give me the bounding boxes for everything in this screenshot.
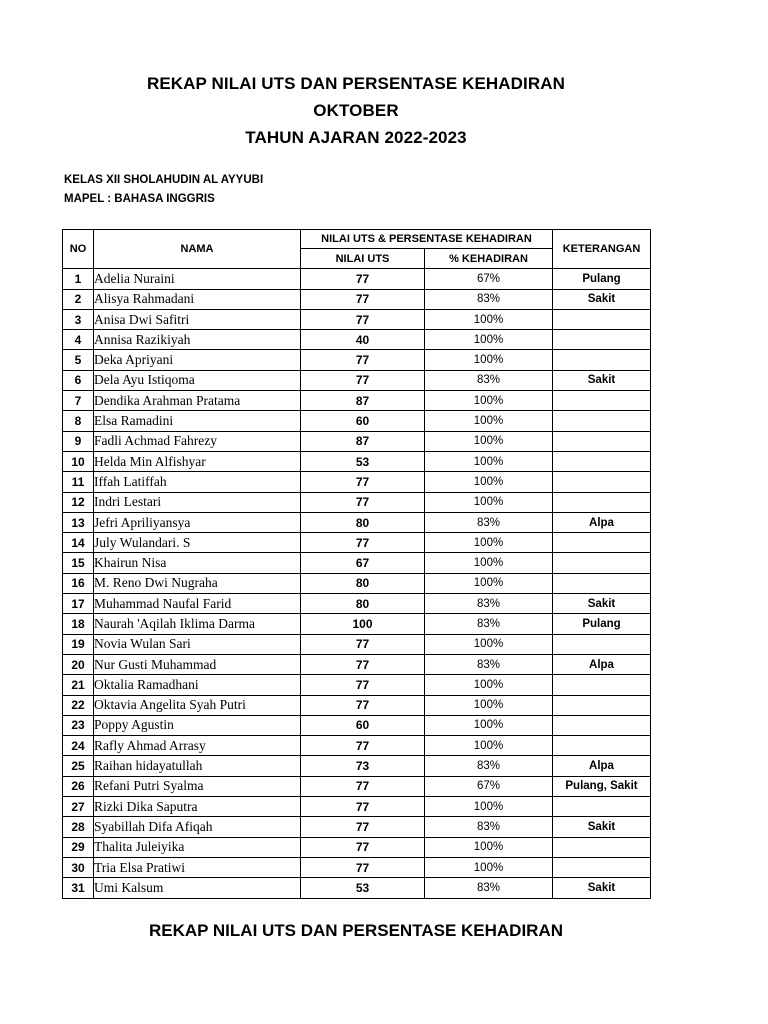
cell-nama: Adelia Nuraini: [94, 269, 301, 289]
cell-kehadiran: 100%: [425, 553, 553, 573]
table-row: [63, 675, 651, 695]
cell-nilai-uts: 77: [301, 654, 425, 674]
cell-no: 20: [63, 654, 94, 674]
cell-nilai-uts: 77: [301, 695, 425, 715]
cell-keterangan: [553, 573, 651, 593]
cell-keterangan: [553, 411, 651, 431]
footer-title: REKAP NILAI UTS DAN PERSENTASE KEHADIRAN: [148, 921, 564, 940]
cell-nama: Umi Kalsum: [94, 878, 301, 898]
cell-nama: Poppy Agustin: [94, 715, 301, 735]
cell-kehadiran: 100%: [425, 857, 553, 877]
cell-no: 17: [63, 594, 94, 614]
cell-keterangan: [553, 431, 651, 451]
cell-keterangan: [553, 797, 651, 817]
cell-no: 16: [63, 573, 94, 593]
cell-kehadiran: 100%: [425, 472, 553, 492]
table-row: [63, 634, 651, 654]
cell-nilai-uts: 40: [301, 330, 425, 350]
cell-no: 5: [63, 350, 94, 370]
table-row: [63, 289, 651, 309]
cell-kehadiran: 100%: [425, 533, 553, 553]
cell-kehadiran: 100%: [425, 695, 553, 715]
cell-nilai-uts: 77: [301, 472, 425, 492]
cell-nama: Refani Putri Syalma: [94, 776, 301, 796]
grades-attendance-table: [62, 229, 651, 899]
cell-keterangan: [553, 350, 651, 370]
cell-kehadiran: 100%: [425, 451, 553, 471]
cell-nama: Elsa Ramadini: [94, 411, 301, 431]
cell-kehadiran: 100%: [425, 675, 553, 695]
cell-nama: Rafly Ahmad Arrasy: [94, 736, 301, 756]
cell-nilai-uts: 87: [301, 391, 425, 411]
cell-no: 8: [63, 411, 94, 431]
cell-nama: Helda Min Alfishyar: [94, 451, 301, 471]
cell-nilai-uts: 77: [301, 492, 425, 512]
cell-kehadiran: 83%: [425, 878, 553, 898]
table-row: [63, 512, 651, 532]
cell-keterangan: Alpa: [553, 512, 651, 532]
cell-nilai-uts: 60: [301, 411, 425, 431]
cell-no: 19: [63, 634, 94, 654]
cell-no: 10: [63, 451, 94, 471]
cell-nilai-uts: 53: [301, 878, 425, 898]
cell-keterangan: [553, 837, 651, 857]
cell-kehadiran: 67%: [425, 269, 553, 289]
cell-keterangan: [553, 715, 651, 735]
header-group: NILAI UTS & PERSENTASE KEHADIRAN: [301, 230, 553, 249]
cell-nama: Naurah 'Aqilah Iklima Darma: [94, 614, 301, 634]
table-row: [63, 797, 651, 817]
cell-no: 7: [63, 391, 94, 411]
table-row: [63, 533, 651, 553]
cell-keterangan: Sakit: [553, 878, 651, 898]
cell-nama: Deka Apriyani: [94, 350, 301, 370]
cell-keterangan: [553, 634, 651, 654]
cell-nilai-uts: 53: [301, 451, 425, 471]
cell-nama: Raihan hidayatullah: [94, 756, 301, 776]
cell-nilai-uts: 77: [301, 857, 425, 877]
cell-no: 28: [63, 817, 94, 837]
cell-keterangan: [553, 695, 651, 715]
table-row: [63, 269, 651, 289]
cell-keterangan: Alpa: [553, 756, 651, 776]
cell-nilai-uts: 77: [301, 350, 425, 370]
cell-nama: Nur Gusti Muhammad: [94, 654, 301, 674]
cell-nama: Annisa Razikiyah: [94, 330, 301, 350]
cell-keterangan: [553, 391, 651, 411]
cell-nilai-uts: 77: [301, 675, 425, 695]
cell-keterangan: [553, 553, 651, 573]
table-row: [63, 330, 651, 350]
cell-no: 26: [63, 776, 94, 796]
table-row: [63, 837, 651, 857]
cell-kehadiran: 100%: [425, 797, 553, 817]
cell-no: 24: [63, 736, 94, 756]
cell-keterangan: [553, 675, 651, 695]
cell-nilai-uts: 77: [301, 837, 425, 857]
cell-nama: Fadli Achmad Fahrezy: [94, 431, 301, 451]
cell-nama: Novia Wulan Sari: [94, 634, 301, 654]
cell-nama: Dendika Arahman Pratama: [94, 391, 301, 411]
table-row: [63, 594, 651, 614]
cell-kehadiran: 83%: [425, 594, 553, 614]
header-keterangan: KETERANGAN: [553, 230, 651, 269]
cell-nilai-uts: 60: [301, 715, 425, 735]
cell-nilai-uts: 77: [301, 634, 425, 654]
cell-kehadiran: 100%: [425, 837, 553, 857]
cell-keterangan: [553, 472, 651, 492]
cell-no: 12: [63, 492, 94, 512]
cell-nilai-uts: 80: [301, 594, 425, 614]
cell-nilai-uts: 77: [301, 533, 425, 553]
cell-no: 13: [63, 512, 94, 532]
cell-no: 3: [63, 309, 94, 329]
cell-nama: Iffah Latiffah: [94, 472, 301, 492]
table-row: [63, 776, 651, 796]
cell-kehadiran: 67%: [425, 776, 553, 796]
cell-nama: Jefri Apriliyansya: [94, 512, 301, 532]
table-row: [63, 391, 651, 411]
table-row: [63, 817, 651, 837]
cell-no: 31: [63, 878, 94, 898]
cell-keterangan: Sakit: [553, 370, 651, 390]
table-row: [63, 370, 651, 390]
cell-keterangan: Pulang: [553, 614, 651, 634]
cell-no: 2: [63, 289, 94, 309]
cell-keterangan: [553, 451, 651, 471]
cell-kehadiran: 100%: [425, 634, 553, 654]
cell-no: 11: [63, 472, 94, 492]
cell-nama: Syabillah Difa Afiqah: [94, 817, 301, 837]
cell-kehadiran: 100%: [425, 715, 553, 735]
cell-nama: Oktavia Angelita Syah Putri: [94, 695, 301, 715]
table-row: [63, 654, 651, 674]
cell-no: 9: [63, 431, 94, 451]
cell-kehadiran: 100%: [425, 309, 553, 329]
cell-keterangan: [553, 492, 651, 512]
cell-kehadiran: 100%: [425, 350, 553, 370]
cell-nama: M. Reno Dwi Nugraha: [94, 573, 301, 593]
cell-no: 1: [63, 269, 94, 289]
header-nama: NAMA: [94, 230, 301, 269]
cell-nilai-uts: 77: [301, 776, 425, 796]
header-kehadiran: % KEHADIRAN: [425, 249, 553, 269]
cell-nama: Alisya Rahmadani: [94, 289, 301, 309]
class-label: KELAS XII SHOLAHUDIN AL AYYUBI: [64, 174, 264, 186]
cell-keterangan: [553, 736, 651, 756]
table-row: [63, 715, 651, 735]
cell-no: 25: [63, 756, 94, 776]
table-row: [63, 309, 651, 329]
cell-nama: Anisa Dwi Safitri: [94, 309, 301, 329]
cell-kehadiran: 83%: [425, 289, 553, 309]
cell-kehadiran: 83%: [425, 614, 553, 634]
cell-nilai-uts: 77: [301, 736, 425, 756]
table-row: [63, 695, 651, 715]
cell-no: 29: [63, 837, 94, 857]
cell-nilai-uts: 100: [301, 614, 425, 634]
cell-kehadiran: 100%: [425, 411, 553, 431]
cell-nilai-uts: 77: [301, 309, 425, 329]
cell-kehadiran: 100%: [425, 391, 553, 411]
table-row: [63, 451, 651, 471]
cell-keterangan: Sakit: [553, 817, 651, 837]
cell-kehadiran: 100%: [425, 431, 553, 451]
header-nilai-uts: NILAI UTS: [301, 249, 425, 269]
cell-kehadiran: 100%: [425, 736, 553, 756]
table-row: [63, 878, 651, 898]
table-row: [63, 573, 651, 593]
cell-keterangan: [553, 533, 651, 553]
document-title-month: OKTOBER: [313, 101, 399, 120]
table-row: [63, 553, 651, 573]
cell-kehadiran: 100%: [425, 330, 553, 350]
cell-nilai-uts: 77: [301, 370, 425, 390]
document-title: REKAP NILAI UTS DAN PERSENTASE KEHADIRAN: [146, 74, 566, 93]
cell-keterangan: Alpa: [553, 654, 651, 674]
cell-nama: Oktalia Ramadhani: [94, 675, 301, 695]
cell-kehadiran: 83%: [425, 756, 553, 776]
cell-keterangan: Sakit: [553, 289, 651, 309]
cell-nama: Muhammad Naufal Farid: [94, 594, 301, 614]
cell-nama: July Wulandari. S: [94, 533, 301, 553]
cell-kehadiran: 83%: [425, 654, 553, 674]
table-row: [63, 756, 651, 776]
table-row: [63, 857, 651, 877]
cell-keterangan: [553, 330, 651, 350]
table-row: [63, 350, 651, 370]
cell-kehadiran: 100%: [425, 573, 553, 593]
table-row: [63, 431, 651, 451]
table-row: [63, 472, 651, 492]
table-row: [63, 492, 651, 512]
table-row: [63, 736, 651, 756]
cell-no: 30: [63, 857, 94, 877]
cell-nama: Dela Ayu Istiqoma: [94, 370, 301, 390]
cell-no: 21: [63, 675, 94, 695]
header-no: NO: [63, 230, 94, 269]
cell-keterangan: Pulang, Sakit: [553, 776, 651, 796]
cell-nilai-uts: 80: [301, 573, 425, 593]
subject-label: MAPEL : BAHASA INGGRIS: [64, 193, 215, 205]
cell-keterangan: [553, 309, 651, 329]
cell-kehadiran: 83%: [425, 370, 553, 390]
cell-no: 18: [63, 614, 94, 634]
cell-nilai-uts: 87: [301, 431, 425, 451]
cell-no: 22: [63, 695, 94, 715]
cell-no: 27: [63, 797, 94, 817]
cell-nilai-uts: 77: [301, 289, 425, 309]
cell-nilai-uts: 77: [301, 797, 425, 817]
cell-nama: Thalita Juleiyika: [94, 837, 301, 857]
cell-nilai-uts: 80: [301, 512, 425, 532]
table-row: [63, 614, 651, 634]
cell-no: 14: [63, 533, 94, 553]
cell-no: 23: [63, 715, 94, 735]
cell-no: 15: [63, 553, 94, 573]
cell-nilai-uts: 77: [301, 817, 425, 837]
cell-nama: Tria Elsa Pratiwi: [94, 857, 301, 877]
cell-nama: Rizki Dika Saputra: [94, 797, 301, 817]
cell-kehadiran: 100%: [425, 492, 553, 512]
table-body: [63, 269, 651, 898]
cell-no: 4: [63, 330, 94, 350]
cell-nama: Khairun Nisa: [94, 553, 301, 573]
table-header-row: [63, 230, 651, 249]
table-row: [63, 411, 651, 431]
cell-nilai-uts: 77: [301, 269, 425, 289]
cell-keterangan: [553, 857, 651, 877]
cell-kehadiran: 83%: [425, 817, 553, 837]
cell-keterangan: Pulang: [553, 269, 651, 289]
cell-nilai-uts: 67: [301, 553, 425, 573]
cell-nilai-uts: 73: [301, 756, 425, 776]
cell-keterangan: Sakit: [553, 594, 651, 614]
cell-kehadiran: 83%: [425, 512, 553, 532]
document-title-year: TAHUN AJARAN 2022-2023: [245, 128, 467, 147]
cell-nama: Indri Lestari: [94, 492, 301, 512]
cell-no: 6: [63, 370, 94, 390]
